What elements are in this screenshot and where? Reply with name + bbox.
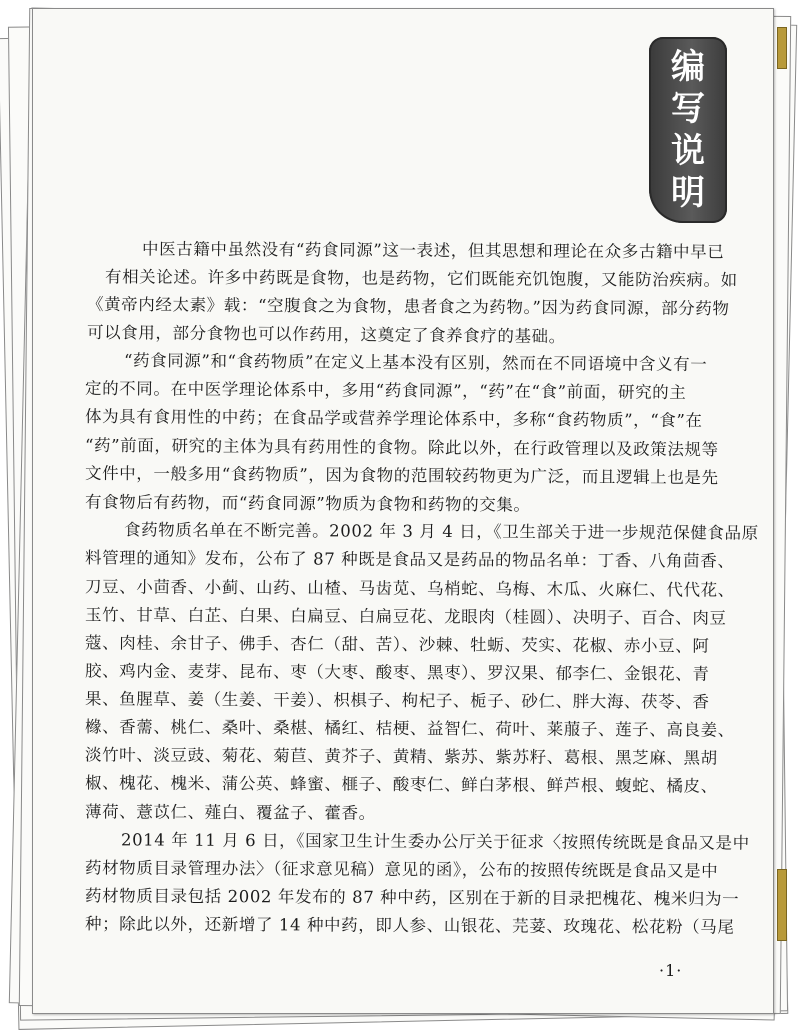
text-line: 定的不同。在中医学理论体系中，多用“药食同源”，“药”在“食”前面，研究的主 xyxy=(84,378,687,403)
section-tab-char: 说 xyxy=(671,131,705,171)
text-line: 薄荷、薏苡仁、薤白、覆盆子、藿香。 xyxy=(84,802,376,823)
text-line: 可以食用，部分食物也可以作药用，这奠定了食养食疗的基础。 xyxy=(86,322,566,347)
section-tab-char: 编 xyxy=(671,47,705,87)
text-line: 橼、香薷、桃仁、桑叶、桑椹、橘红、桔梗、益智仁、荷叶、莱菔子、莲子、高良姜、 xyxy=(84,717,735,740)
text-line: 药材物质目录管理办法〉（征求意见稿）意见的函》，公布的按照传统既是食品又是中 xyxy=(84,858,719,881)
section-tab xyxy=(649,37,727,223)
book-page xyxy=(32,8,774,1014)
text-line: 椒、槐花、槐米、蒲公英、蜂蜜、榧子、酸枣仁、鲜白茅根、鲜芦根、蝮蛇、橘皮、 xyxy=(84,773,718,796)
text-line: 药材物质目录包括 2002 年发布的 87 种中药，区别在于新的目录把槐花、槐米归为一 xyxy=(84,886,740,909)
text-line: 《黄帝内经太素》载：“空腹食之为食物，患者食之为药物。”因为药食同源，部分药物 xyxy=(86,294,730,319)
text-line: 胶、鸡内金、麦芽、昆布、枣（大枣、酸枣、黑枣）、罗汉果、郁李仁、金银花、青 xyxy=(84,661,710,684)
section-tab-char: 写 xyxy=(671,89,705,129)
text-line: 有相关论述。许多中药既是食物，也是药物，它们既能充饥饱腹，又能防治疾病。如 xyxy=(104,267,738,290)
page-number: ·1· xyxy=(659,961,683,980)
text-line: 体为具有食用性的中药；在食品学或营养学理论体系中，多称“食药物质”，“食”在 xyxy=(84,406,703,431)
text-line: 文件中，一般多用“食药物质”，因为食物的范围较药物更为广泛，而且逻辑上也是先 xyxy=(84,463,719,488)
text-line: “药”前面，研究的主体为具有药用性的食物。除此以外，在行政管理以及政策法规等 xyxy=(84,435,719,460)
text-line: “药食同源”和“食药物质”在定义上基本没有区别，然而在不同语境中含义有一 xyxy=(123,350,708,375)
text-line: 中医古籍中虽然没有“药食同源”这一表述，但其思想和理论在众多古籍中早已 xyxy=(141,239,725,262)
text-line: 料管理的通知》发布，公布了 87 种既是食品又是药品的物品名单：丁香、八角茴香、 xyxy=(84,548,735,571)
page-edge-strip xyxy=(777,27,787,69)
section-tab-char: 明 xyxy=(671,173,705,213)
text-line: 果、鱼腥草、姜（生姜、干姜）、枳椇子、枸杞子、栀子、砂仁、胖大海、茯苓、香 xyxy=(84,689,710,712)
text-line: 2014 年 11 月 6 日，《国家卫生计生委办公厅关于征求〈按照传统既是食品又是中 xyxy=(120,830,750,853)
text-line: 淡竹叶、淡豆豉、菊花、菊苣、黄芥子、黄精、紫苏、紫苏籽、葛根、黑芝麻、黑胡 xyxy=(84,745,718,768)
text-line: 蔻、肉桂、余甘子、佛手、杏仁（甜、苦）、沙棘、牡蛎、芡实、花椒、赤小豆、阿 xyxy=(84,633,710,656)
page-edge-strip xyxy=(777,869,787,941)
text-line: 刀豆、小茴香、小蓟、山药、山楂、马齿苋、乌梢蛇、乌梅、木瓜、火麻仁、代代花、 xyxy=(84,577,735,600)
text-line: 玉竹、甘草、白芷、白果、白扁豆、白扁豆花、龙眼肉（桂圆）、决明子、百合、肉豆 xyxy=(84,605,727,628)
text-line: 有食物后有药物，而“药食同源”物质为食物和药物的交集。 xyxy=(84,492,531,515)
text-line: 种；除此以外，还新增了 14 种中药，即人参、山银花、芫荽、玫瑰花、松花粉（马尾 xyxy=(84,914,735,937)
text-line: 食药物质名单在不断完善。2002 年 3 月 4 日，《卫生部关于进一步规范保健食品原 xyxy=(123,520,759,543)
